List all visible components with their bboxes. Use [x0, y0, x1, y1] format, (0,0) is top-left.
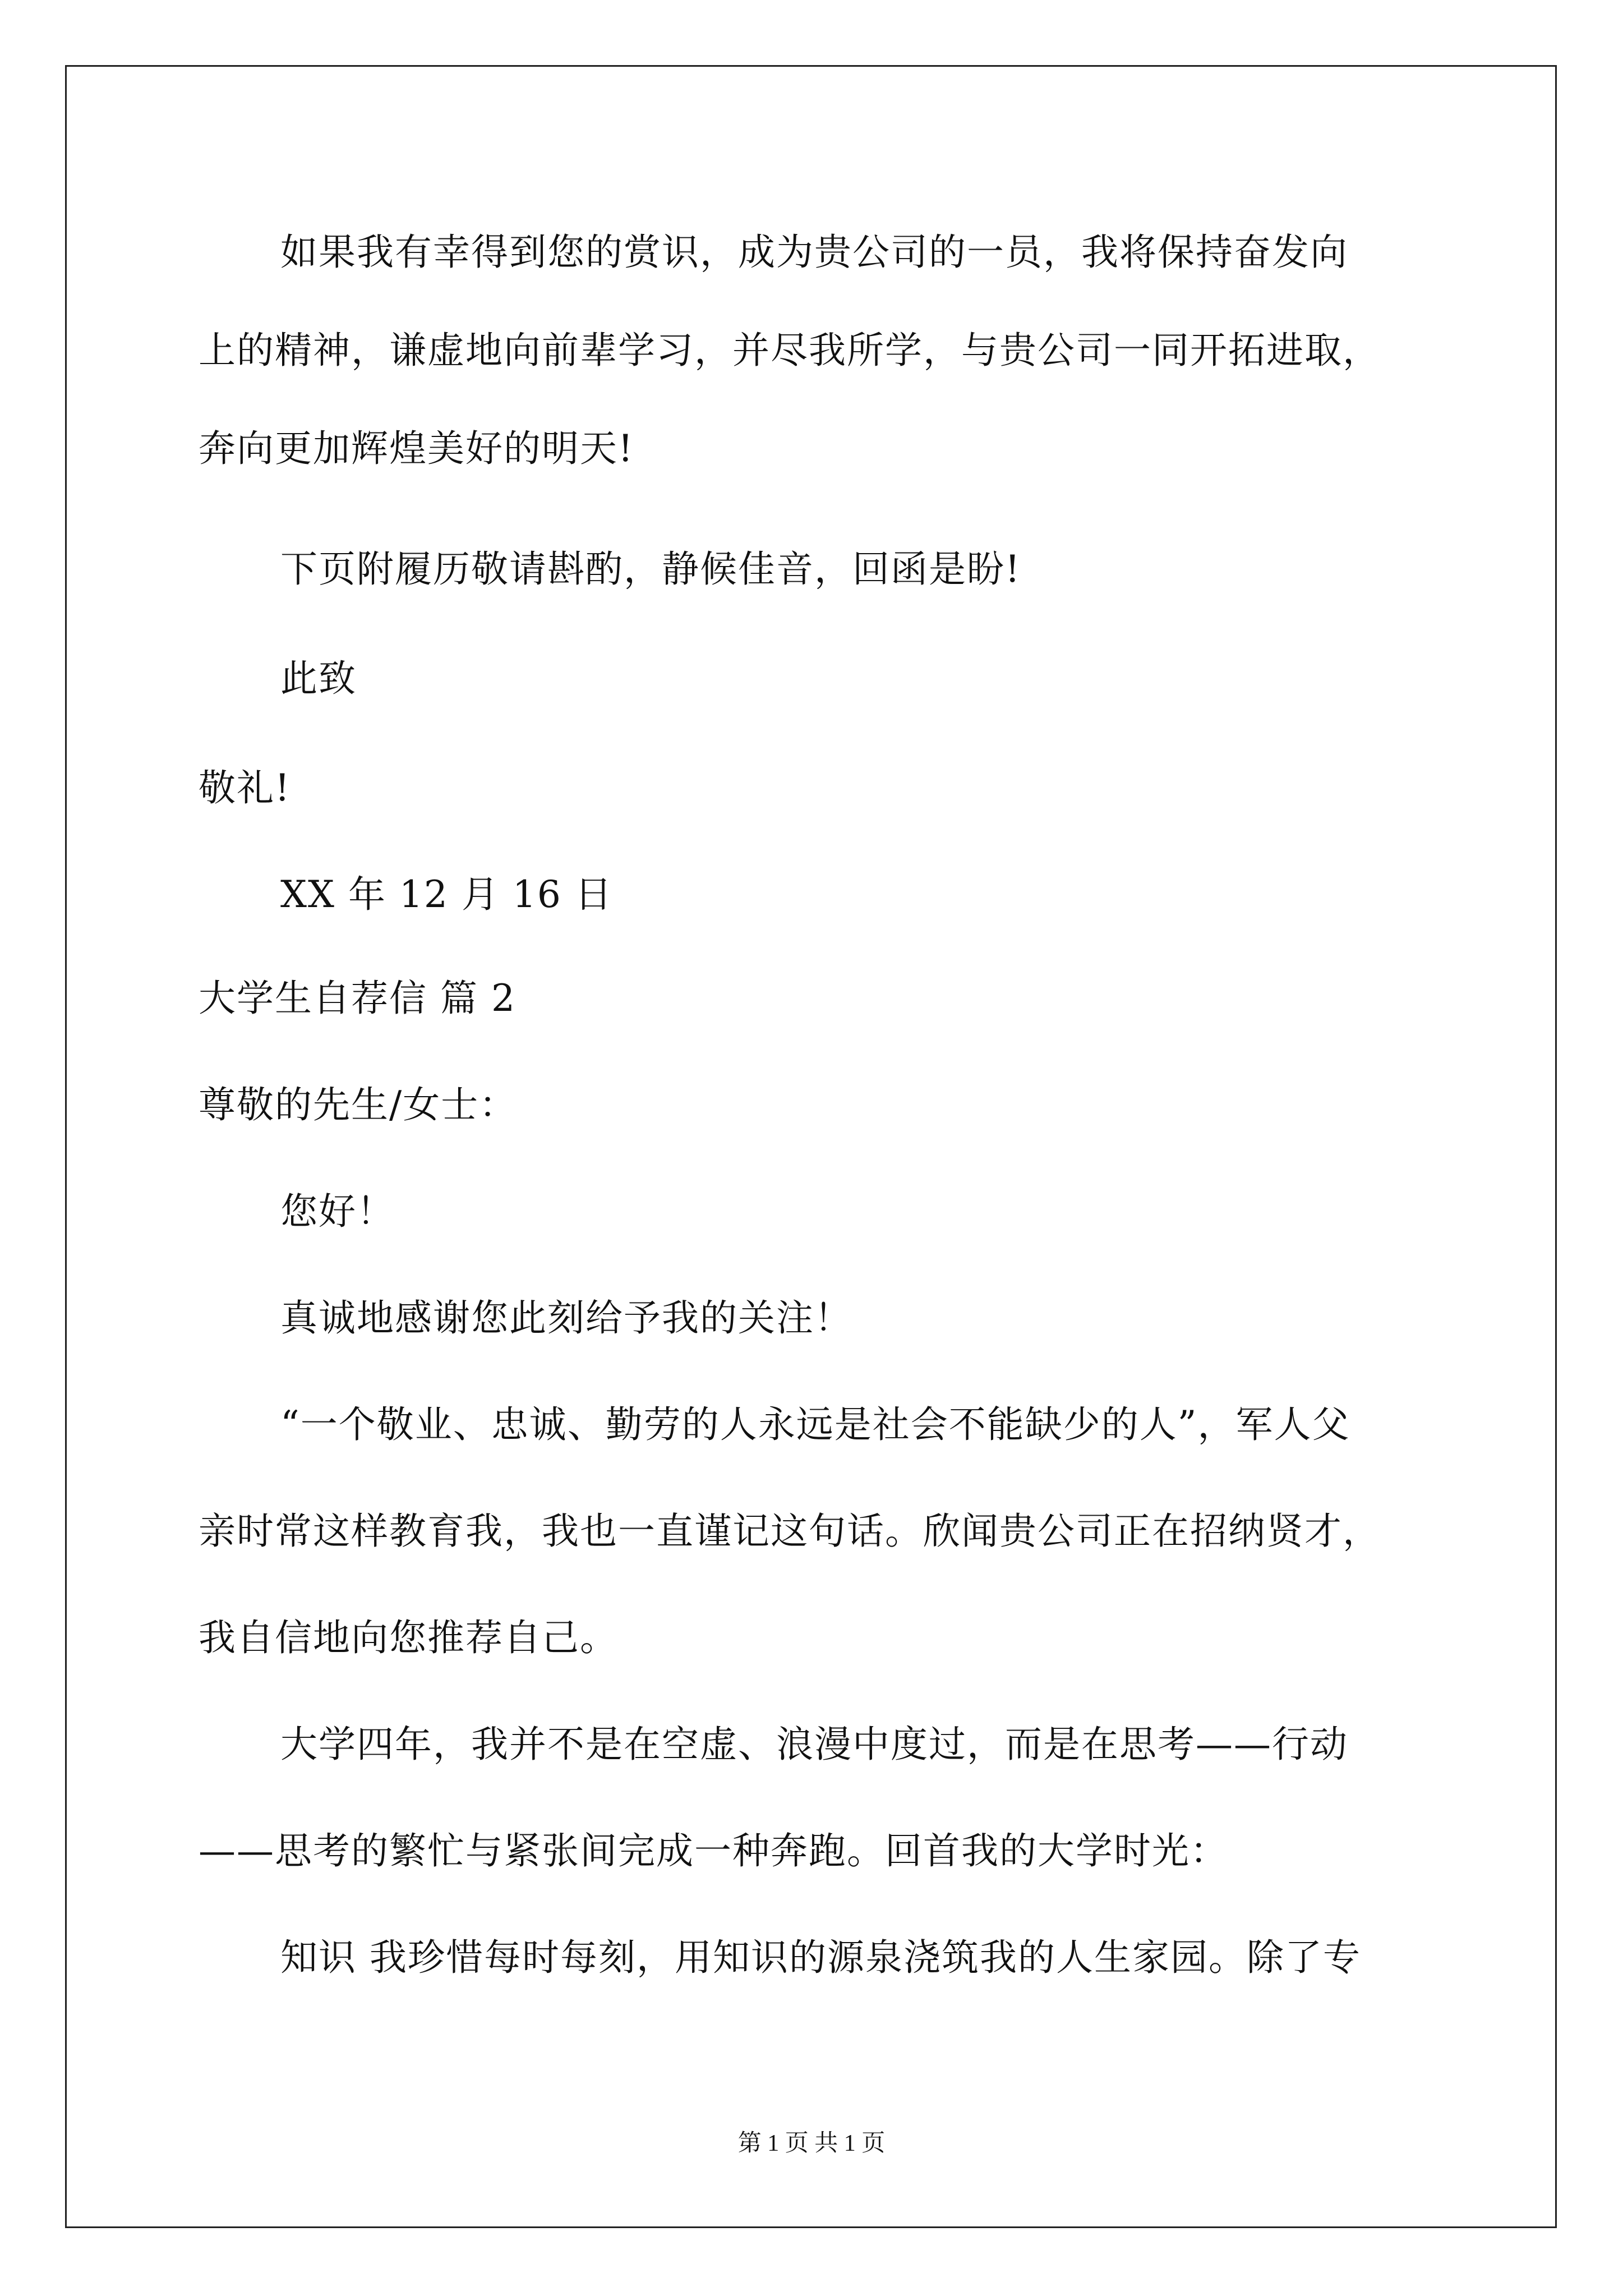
paragraph-line: “一个敬业、忠诚、勤劳的人永远是社会不能缺少的人”，军人父 [280, 1403, 1350, 1446]
paragraph-line: 我自信地向您推荐自己。 [199, 1616, 618, 1659]
paragraph-line: 如果我有幸得到您的赏识，成为贵公司的一员，我将保持奋发向 [280, 231, 1348, 274]
paragraph-line: 奔向更加辉煌美好的明天! [199, 427, 634, 470]
paragraph-line: ——思考的繁忙与紧张间完成一种奔跑。回首我的大学时光： [199, 1829, 1228, 1872]
section-title: 大学生自荐信 篇 2 [199, 977, 516, 1020]
paragraph-line: 下页附履历敬请斟酌，静候佳音，回函是盼! [280, 547, 1021, 591]
closing-phrase: 此致 [280, 657, 357, 700]
paragraph-line: 大学四年，我并不是在空虚、浪漫中度过，而是在思考——行动 [280, 1723, 1348, 1766]
page-border [65, 65, 1557, 2228]
salutation: 敬礼! [199, 766, 291, 809]
paragraph-line: 亲时常这样教育我，我也一直谨记这句话。欣闻贵公司正在招纳贤才， [199, 1510, 1381, 1553]
paragraph-line: 知识 我珍惜每时每刻，用知识的源泉浇筑我的人生家园。除了专 [280, 1936, 1361, 1979]
page-footer: 第 1 页 共 1 页 [737, 2131, 886, 2156]
paragraph-line: 真诚地感谢您此刻给予我的关注！ [280, 1296, 852, 1340]
paragraph-line: 上的精神，谦虚地向前辈学习，并尽我所学，与贵公司一同开拓进取， [199, 329, 1381, 372]
greeting: 尊敬的先生/女士： [199, 1083, 518, 1126]
paragraph-line: 您好！ [280, 1190, 395, 1233]
letter-date: XX 年 12 月 16 日 [280, 873, 613, 916]
